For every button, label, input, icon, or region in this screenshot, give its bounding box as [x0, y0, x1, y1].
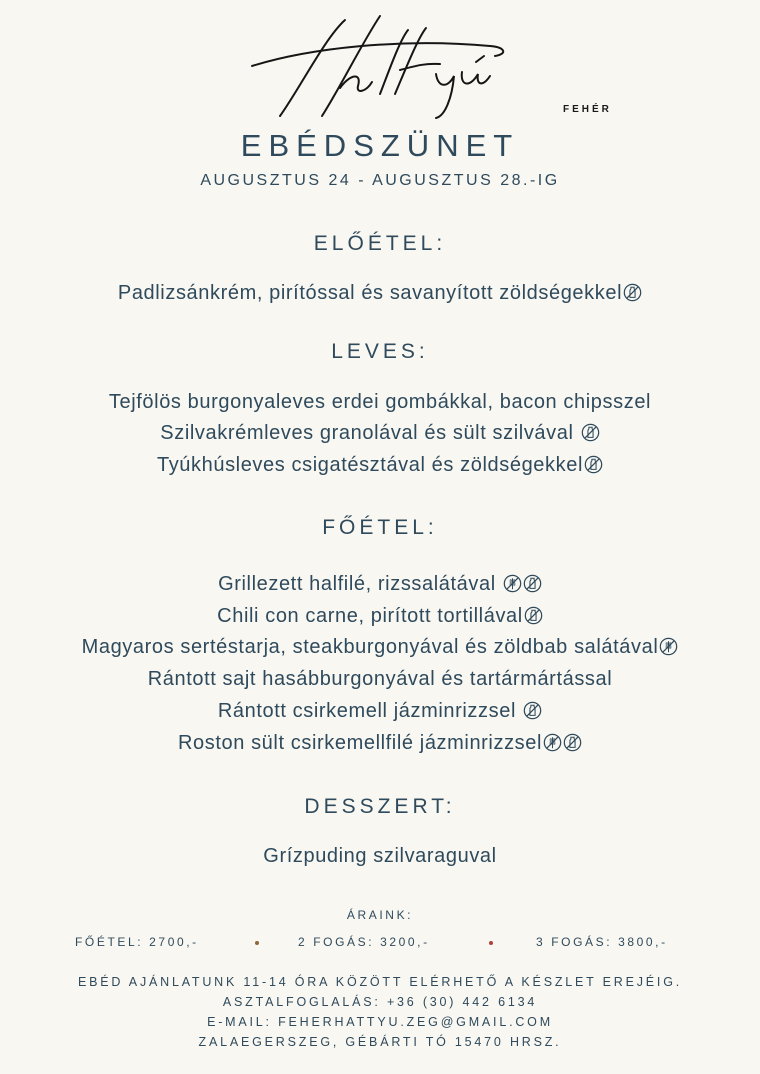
- section-heading-main: FŐÉTEL:: [322, 516, 438, 539]
- menu-item-text: Padlizsánkrém, pirítóssal és savanyított zöldségekkel: [117, 282, 623, 304]
- lactose-free-icon: [523, 699, 542, 718]
- menu-item-text: Grízpuding szilvaraguval: [263, 845, 497, 867]
- price-three-courses: 3 FOGÁS: 3800,-: [536, 935, 668, 949]
- page-title: EBÉDSZÜNET: [240, 128, 520, 163]
- lactose-free-icon: [623, 281, 642, 300]
- menu-item: [0, 278, 760, 309]
- pricing-heading: ÁRAINK:: [346, 908, 414, 922]
- section-heading-dessert: DESSZERT:: [304, 795, 456, 818]
- menu-item-text: Tyúkhúsleves csigatésztával és zöldségekkel: [156, 454, 583, 476]
- menu-item: [0, 696, 760, 727]
- date-range: AUGUSZTUS 24 - AUGUSZTUS 28.-IG: [200, 172, 560, 189]
- gluten-free-icon: [543, 731, 562, 750]
- footer-info: [0, 972, 760, 1052]
- menu-item-text: Magyaros sertéstarja, steakburgonyával és zöldbab salátával: [81, 636, 659, 658]
- section-heading-soup: LEVES:: [331, 340, 429, 363]
- menu-item: [0, 601, 760, 632]
- logo-subtitle: FEHÉR: [563, 104, 612, 115]
- menu-item: [0, 632, 760, 663]
- address: ZALAEGERSZEG, GÉBÁRTI TÓ 15470 HRSZ.: [198, 1035, 562, 1049]
- menu-item-text: Roston sült csirkemellfilé jázminrizzsel: [177, 732, 543, 754]
- menu-item-text: Rántott csirkemell jázminrizzsel: [217, 700, 516, 722]
- menu-item: [0, 664, 760, 695]
- menu-item-text: Tejfölös burgonyaleves erdei gombákkal, bacon chipsszel: [108, 391, 652, 413]
- menu-item-text: Chili con carne, pirított tortillával: [217, 605, 523, 627]
- price-row: [0, 935, 760, 951]
- menu-item: [0, 387, 760, 418]
- lactose-free-icon: [524, 604, 543, 623]
- price-main-course: FŐÉTEL: 2700,-: [75, 935, 199, 949]
- menu-item-text: Rántott sajt hasábburgonyával és tartármártással: [147, 668, 613, 690]
- hattyu-logo: [240, 8, 612, 120]
- menu-item-text: Grillezett halfilé, rizssalátával: [218, 573, 496, 595]
- lactose-free-icon: [523, 572, 542, 591]
- gluten-free-icon: [503, 572, 522, 591]
- lactose-free-icon: [563, 731, 582, 750]
- gluten-free-icon: [659, 635, 678, 654]
- menu-item: [0, 418, 760, 449]
- menu-item: [0, 728, 760, 759]
- lactose-free-icon: [584, 453, 603, 472]
- menu-item: [0, 841, 760, 872]
- lactose-free-icon: [581, 421, 600, 440]
- menu-item: [0, 450, 760, 481]
- price-separator-dot: [255, 941, 259, 945]
- availability-note: EBÉD AJÁNLATUNK 11-14 ÓRA KÖZÖTT ELÉRHETŐ A KÉSZLET EREJÉIG.: [77, 975, 683, 989]
- hattyu-script-logo-drawing: [240, 8, 530, 120]
- booking-phone: ASZTALFOGLALÁS: +36 (30) 442 6134: [222, 995, 538, 1009]
- price-separator-dot: [489, 941, 493, 945]
- price-two-courses: 2 FOGÁS: 3200,-: [298, 935, 430, 949]
- contact-email: E-MAIL: FEHERHATTYU.ZEG@GMAIL.COM: [207, 1015, 553, 1029]
- section-heading-starter: ELŐÉTEL:: [313, 232, 447, 255]
- menu-item-text: Szilvakrémleves granolával és sült szilvával: [160, 422, 574, 444]
- menu-item: [0, 569, 760, 600]
